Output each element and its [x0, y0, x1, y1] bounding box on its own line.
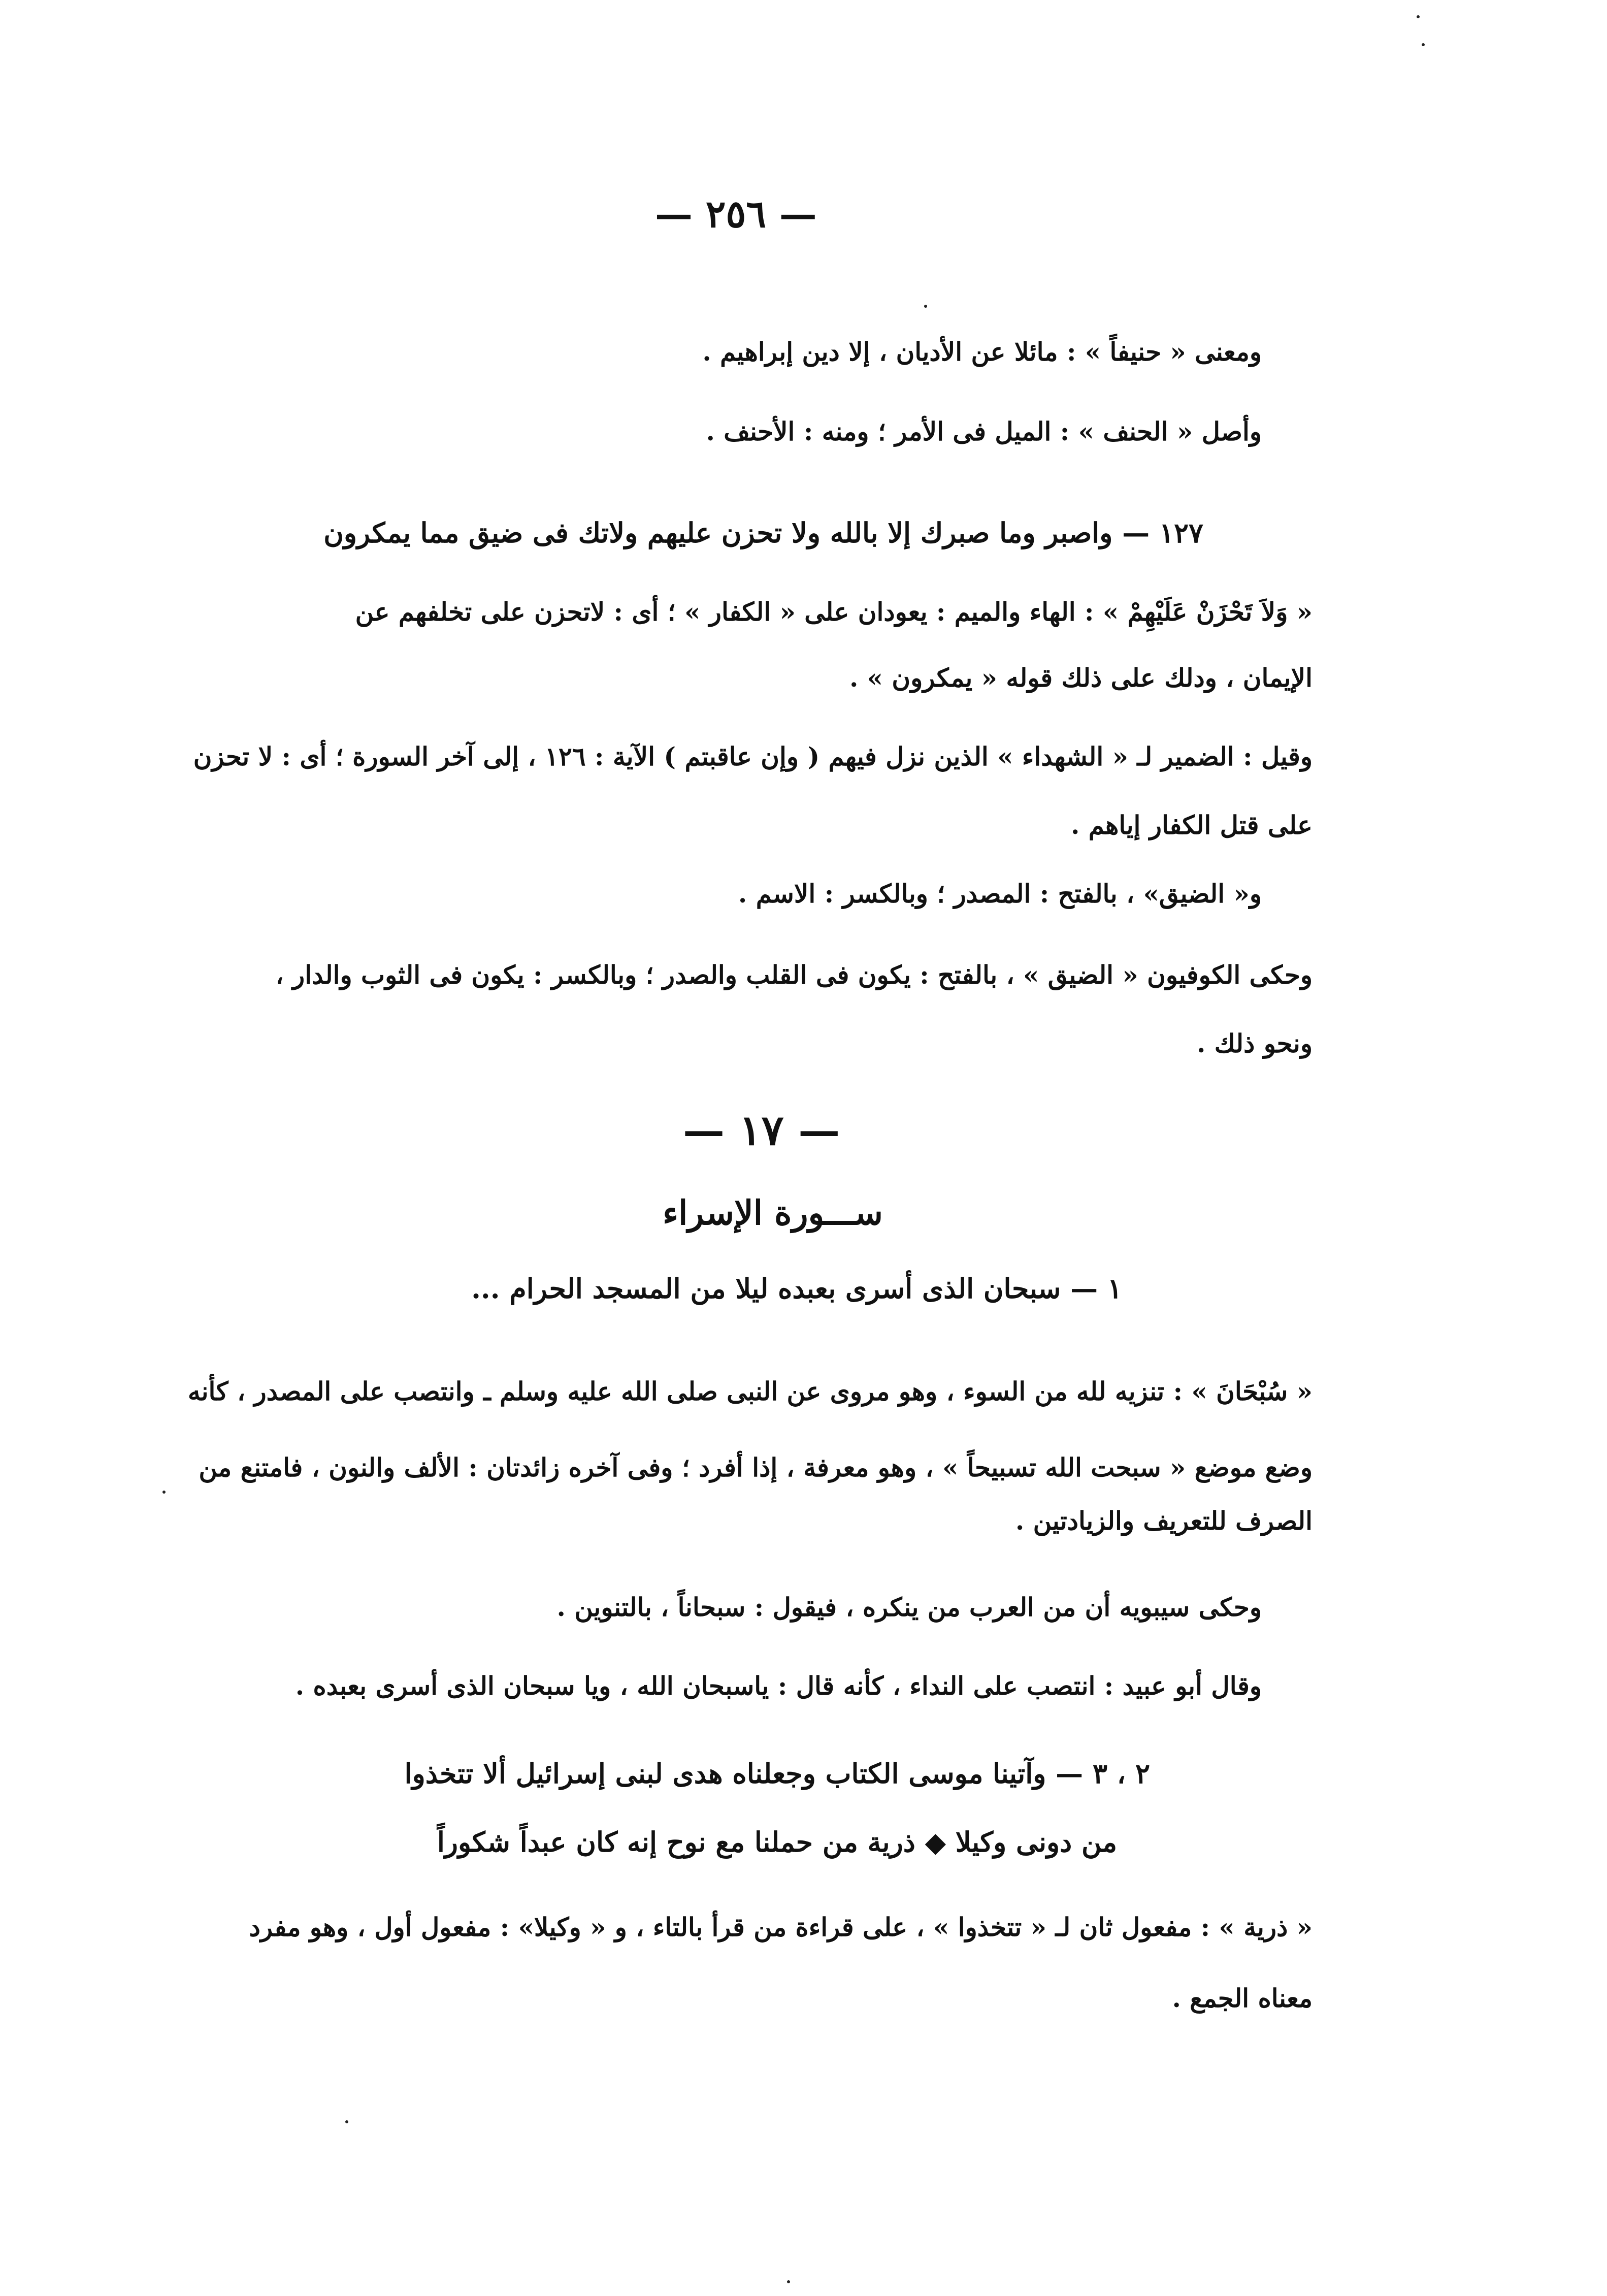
text-line: وقيل : الضمير لـ « الشهداء » الذين نزل فيهم ( وإن عاقبتم ) الآية : ١٢٦ ، إلى آخر السورة ؛ أى : لا تحزن: [193, 741, 1313, 771]
verse-127: ١٢٧ — واصبر وما صبرك إلا بالله ولا تحزن عليهم ولاتك فى ضيق مما يمكرون: [323, 516, 1203, 549]
scan-speck: [1422, 43, 1425, 46]
verse-2-3: من دونى وكيلا ◆ ذرية من حملنا مع نوح إنه كان عبداً شكوراً: [437, 1826, 1117, 1858]
text-line: « سُبْحَانَ » : تنزيه لله من السوء ، وهو مروى عن النبى صلى الله عليه وسلم ـ وانتصب على المصدر ، كأنه: [187, 1376, 1313, 1406]
page-number: — ٢٥٦ —: [655, 192, 817, 236]
text-line: الصرف للتعريف والزيادتين .: [1015, 1506, 1313, 1536]
chapter-number: — ١٧ —: [683, 1106, 840, 1155]
text-line: « ذرية » : مفعول ثان لـ « تتخذوا » ، على قراءة من قرأ بالتاء ، و « وكيلا» : مفعول أول ، وهو مفرد: [249, 1912, 1313, 1942]
text-line: « وَلاَ تَحْزَنْ عَلَيْهِمْ » : الهاء والميم : يعودان على « الكفار » ؛ أى : لاتحزن على تخلفهم عن: [355, 597, 1313, 627]
scan-speck: [787, 2280, 790, 2283]
text-line: وضع موضع « سبحت الله تسبيحاً » ، وهو معرفة ، إذا أفرد ؛ وفى آخره زائدتان : الألف والنون ، فامتنع من: [199, 1452, 1313, 1482]
text-line: وحكى الكوفيون « الضيق » ، بالفتح : يكون فى القلب والصدر ؛ وبالكسر : يكون فى الثوب والدار ،: [275, 960, 1313, 990]
text-line: وأصل « الحنف » : الميل فى الأمر ؛ ومنه : الأحنف .: [706, 416, 1262, 446]
text-line: معناه الجمع .: [1172, 1983, 1313, 2013]
verse-1: ١ — سبحان الذى أسرى بعبده ليلا من المسجد الحرام ...: [471, 1272, 1122, 1305]
text-line: على قتل الكفار إياهم .: [1070, 810, 1313, 840]
scan-speck: [1417, 15, 1420, 18]
scan-speck: [162, 1491, 166, 1494]
scan-speck: [345, 2120, 348, 2123]
text-line: الإيمان ، ودلك على ذلك قوله « يمكرون » .: [849, 663, 1313, 693]
text-line: وقال أبو عبيد : انتصب على النداء ، كأنه قال : ياسبحان الله ، ويا سبحان الذى أسرى بعبده .: [295, 1671, 1262, 1701]
text-line: ونحو ذلك .: [1196, 1028, 1313, 1058]
text-line: و« الضيق» ، بالفتح : المصدر ؛ وبالكسر : الاسم .: [738, 879, 1262, 909]
scan-speck: [924, 305, 927, 308]
text-line: وحكى سيبويه أن من العرب من ينكره ، فيقول : سبحاناً ، بالتنوين .: [556, 1592, 1262, 1622]
text-line: ومعنى « حنيفاً » : مائلا عن الأديان ، إلا دين إبراهيم .: [702, 337, 1262, 367]
verse-2-3: ٢ ، ٣ — وآتينا موسى الكتاب وجعلناه هدى لبنى إسرائيل ألا تتخذوا: [404, 1757, 1150, 1790]
surah-title: ســـورة الإسراء: [663, 1193, 883, 1233]
